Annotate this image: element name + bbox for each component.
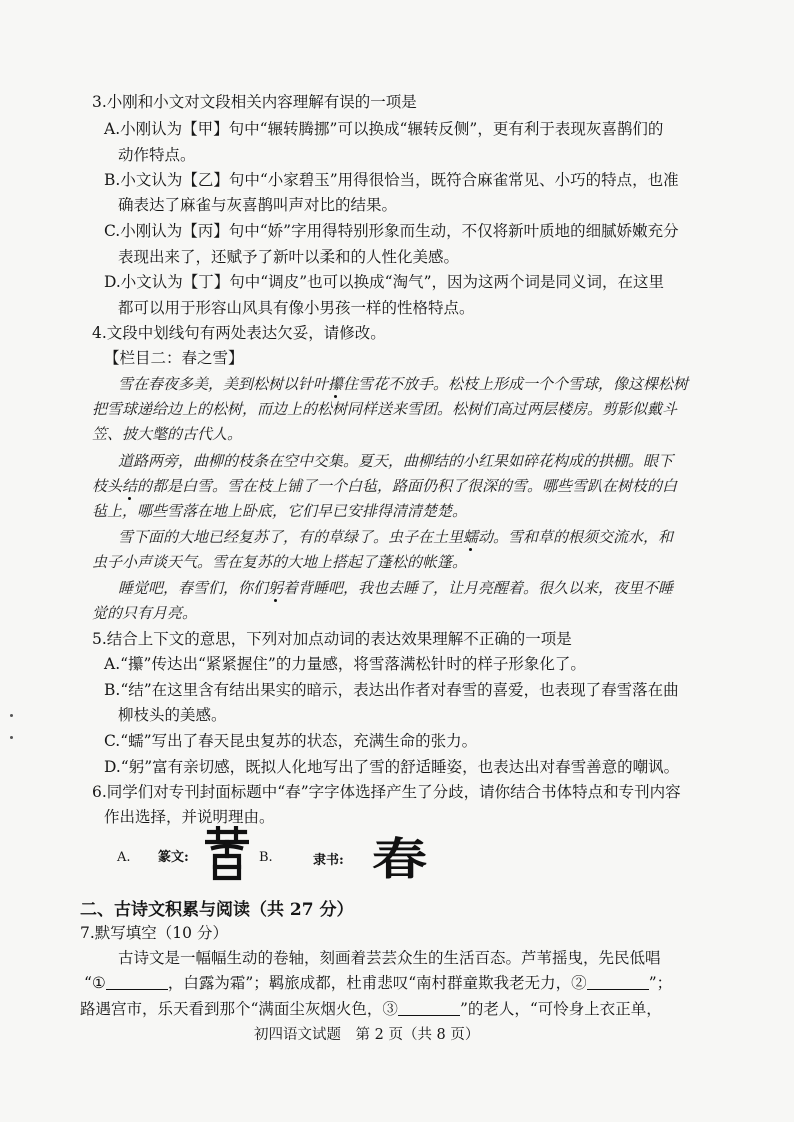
q3-option-d-line1: D.小文认为【丁】句中“调皮”也可以换成“淘气”，因为这两个词是同义词，在这里 — [104, 273, 665, 291]
q7-stem: 7.默写填空（10 分） — [80, 924, 228, 942]
q3-option-a-line2: 动作特点。 — [118, 146, 196, 164]
passage-p4-line2: 觉的只有月亮。 — [92, 604, 198, 622]
q5-option-b-line2: 柳枝头的美感。 — [118, 706, 227, 724]
q6-option-a-label: 篆文: — [158, 850, 189, 865]
q3-option-b-line1: B.小文认为【乙】句中“小家碧玉”用得很恰当，既符合麻雀常见、小巧的特点，也准 — [104, 171, 679, 189]
scan-speck — [10, 714, 13, 717]
passage-p2-line3: 毡上，哪些雪落在地上卧底，它们早已安排得清清楚楚。 — [92, 502, 468, 520]
q5-stem: 5.结合上下文的意思，下列对加点动词的表达效果理解不正确的一项是 — [92, 630, 572, 648]
q3-option-c-line1: C.小刚认为【丙】句中“娇”字用得特别形象而生动，不仅将新叶质地的细腻娇嫩充分 — [104, 222, 679, 240]
seal-script-chun-glyph — [205, 826, 249, 882]
q5-option-a: A.“攥”传达出“紧紧握住”的力量感，将雪落满松针时的样子形象化了。 — [104, 655, 586, 673]
q4-stem: 4.文段中划线句有两处表达欠妥，请修改。 — [92, 324, 386, 342]
q6-stem-line2: 作出选择，并说明理由。 — [104, 808, 275, 826]
q6-option-b-letter: B. — [259, 850, 273, 865]
clerical-script-chun-glyph: 春 — [372, 834, 427, 885]
q5-option-b-line1: B.“结”在这里含有结出果实的暗示，表达出作者对春雪的喜爱，也表现了春雪落在曲 — [104, 681, 679, 699]
q5-option-c: C.“蠕”写出了春天昆虫复苏的状态，充满生命的张力。 — [104, 732, 478, 750]
q7-blank-3[interactable] — [398, 1001, 460, 1016]
q5-option-d: D.“躬”富有亲切感，既拟人化地写出了雪的舒适睡姿，也表达出对春雪善意的嘲讽。 — [104, 758, 680, 776]
passage-p3-line1: 雪下面的大地已经复苏了，有的草绿了。虫子在土里蠕动。雪和草的根须交流水，和 — [118, 528, 674, 546]
q3-stem: 3.小刚和小文对文段相关内容理解有误的一项是 — [92, 93, 417, 111]
passage-p1-line2: 把雪球递给边上的松树，而边上的松树同样送来雪团。松树们高过两层楼房。剪影似戴斗 — [92, 400, 678, 418]
page-footer: 初四语文试题 第 2 页（共 8 页） — [254, 1027, 480, 1043]
q7-line2: “① ，白露为霜”；羁旅成都，杜甫悲叹“南村群童欺我老无力，② ”； — [84, 974, 673, 992]
passage-p1-line3: 笠、披大氅的古代人。 — [92, 425, 243, 443]
section2-title: 二、古诗文积累与阅读（共 27 分） — [80, 900, 354, 920]
passage-p1-line1: 雪在春夜多美，美到松树以针叶攥住雪花不放手。松枝上形成一个个雪球，像这棵松树 — [118, 375, 689, 393]
q7-blank-1[interactable] — [106, 975, 168, 990]
q3-option-d-line2: 都可以用于形容山风具有像小男孩一样的性格特点。 — [118, 299, 475, 317]
q6-option-b-label: 隶书: — [313, 853, 344, 868]
q6-stem-line1: 6.同学们对专刊封面标题中“春”字字体选择产生了分歧，请你结合书体特点和专刊内容 — [92, 783, 681, 801]
q6-option-a-letter: A. — [117, 850, 131, 865]
q7-line3: 路遇宫市，乐天看到那个“满面尘灰烟火色，③ ”的老人，“可怜身上衣正单， — [80, 1000, 662, 1018]
q3-option-b-line2: 确表达了麻雀与灰喜鹊叫声对比的结果。 — [118, 196, 398, 214]
column2-title: 【栏目二：春之雪】 — [104, 349, 244, 367]
q3-option-a-line1: A.小刚认为【甲】句中“辗转腾挪”可以换成“辗转反侧”，更有利于表现灰喜鹊们的 — [104, 120, 664, 138]
passage-p3-line2: 虫子小声谈天气。雪在复苏的大地上搭起了蓬松的帐篷。 — [92, 553, 468, 571]
q7-blank-2[interactable] — [587, 975, 649, 990]
passage-p2-line2: 枝头结的都是白雪。雪在枝上铺了一个白毡，路面仍积了很深的雪。哪些雪趴在树枝的白 — [92, 477, 678, 495]
passage-p4-line1: 睡觉吧，春雪们，你们躬着背睡吧，我也去睡了，让月亮醒着。很久以来，夜里不睡 — [118, 579, 674, 597]
q7-line1: 古诗文是一幅幅生动的卷轴，刻画着芸芸众生的生活百态。芦苇摇曳，先民低唱 — [118, 949, 661, 967]
passage-p2-line1: 道路两旁，曲柳的枝条在空中交集。夏天，曲柳结的小红果如碎花构成的拱棚。眼下 — [118, 452, 674, 470]
scan-speck — [10, 736, 13, 739]
q3-option-c-line2: 表现出来了，还赋予了新叶以柔和的人性化美感。 — [118, 248, 460, 266]
